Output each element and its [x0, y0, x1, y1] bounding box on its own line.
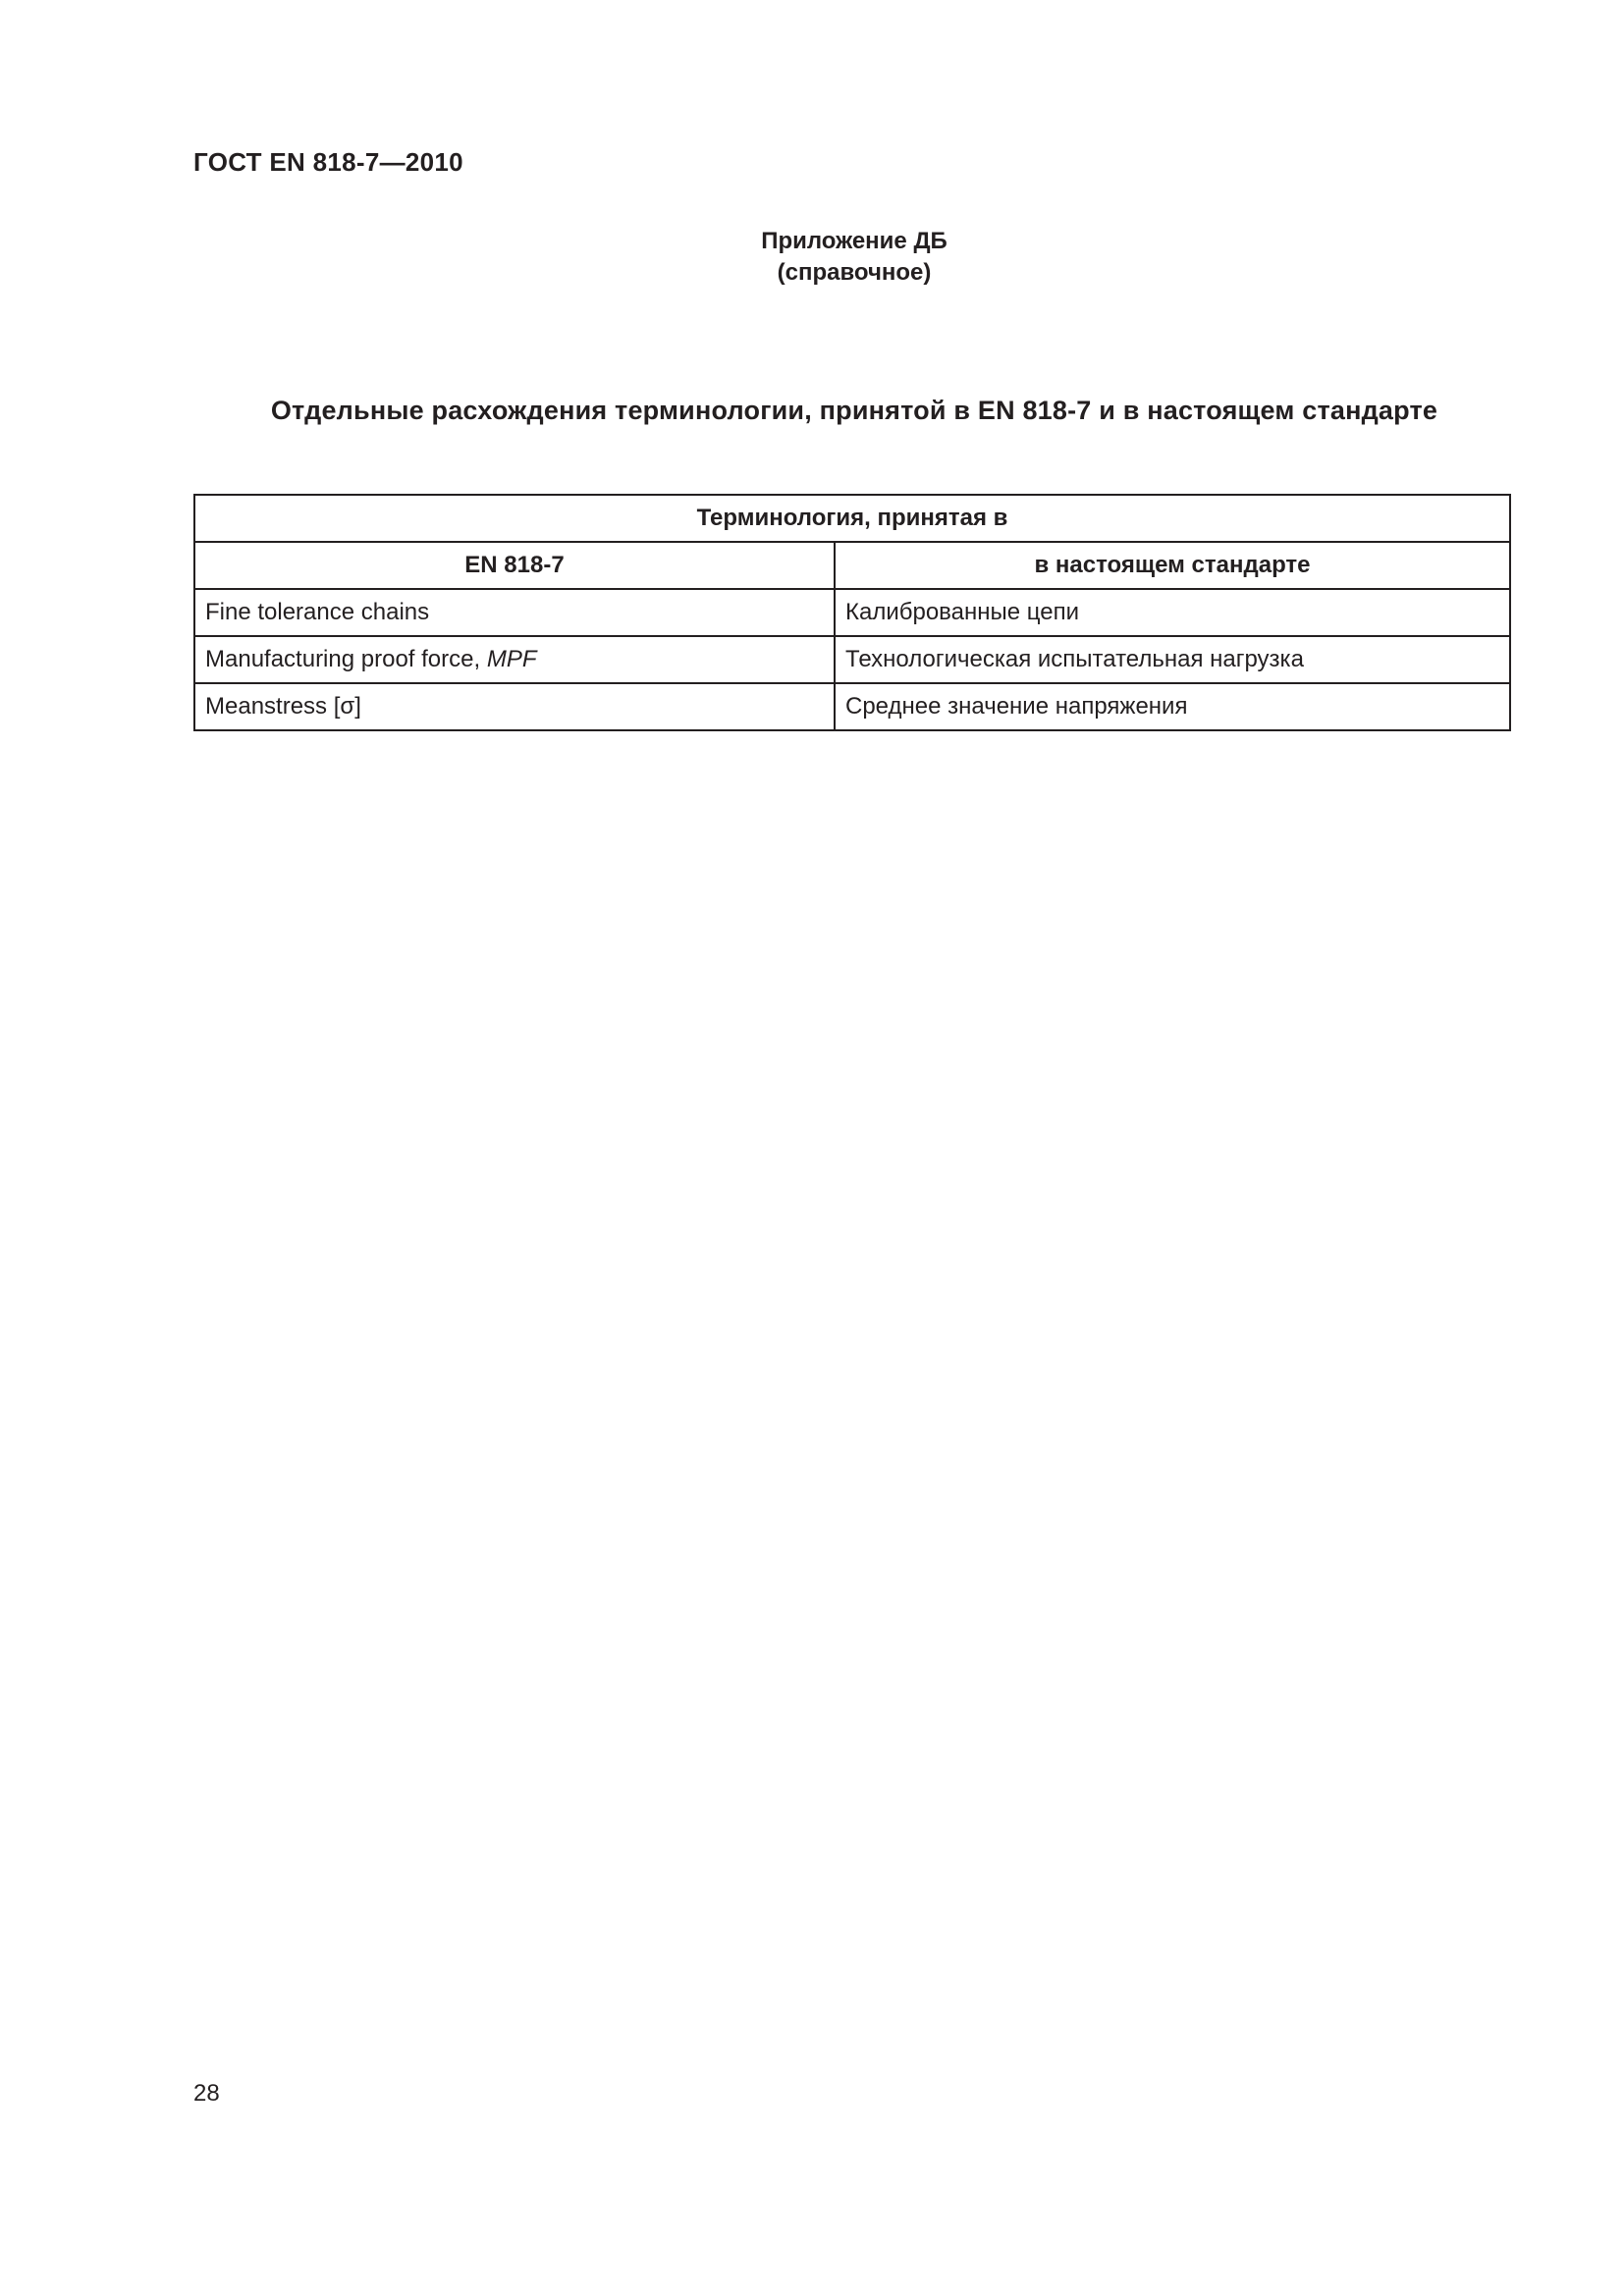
- terminology-table: [193, 494, 1511, 731]
- term-ru: Технологическая испытательная нагрузка: [835, 636, 1510, 683]
- term-en: Fine tolerance chains: [194, 589, 835, 636]
- annex-label: Приложение ДБ: [761, 228, 947, 254]
- table-row: [194, 636, 1510, 683]
- document-id: ГОСТ EN 818-7—2010: [193, 147, 463, 177]
- table-group-header-row: [194, 495, 1510, 542]
- table-row: [194, 683, 1510, 730]
- column-header-standard: в настоящем стандарте: [835, 542, 1510, 589]
- table-group-header: Терминология, принятая в: [194, 495, 1510, 542]
- table-column-header-row: [194, 542, 1510, 589]
- page-number: 28: [193, 2080, 220, 2107]
- table-row: [194, 589, 1510, 636]
- annex-kind: (справочное): [777, 259, 932, 286]
- annex-heading: [0, 226, 1624, 289]
- annex-title: Отдельные расхождения терминологии, принятой в EN 818-7 и в настоящем стандарте: [270, 396, 1438, 425]
- term-ru: Среднее значение напряжения: [835, 683, 1510, 730]
- term-en: Meanstress [σ]: [194, 683, 835, 730]
- column-header-en: EN 818-7: [194, 542, 835, 589]
- term-ru: Калиброванные цепи: [835, 589, 1510, 636]
- term-en-abbrev: MPF: [486, 646, 537, 672]
- term-en: [194, 636, 835, 683]
- term-en-text: Manufacturing proof force,: [205, 646, 487, 672]
